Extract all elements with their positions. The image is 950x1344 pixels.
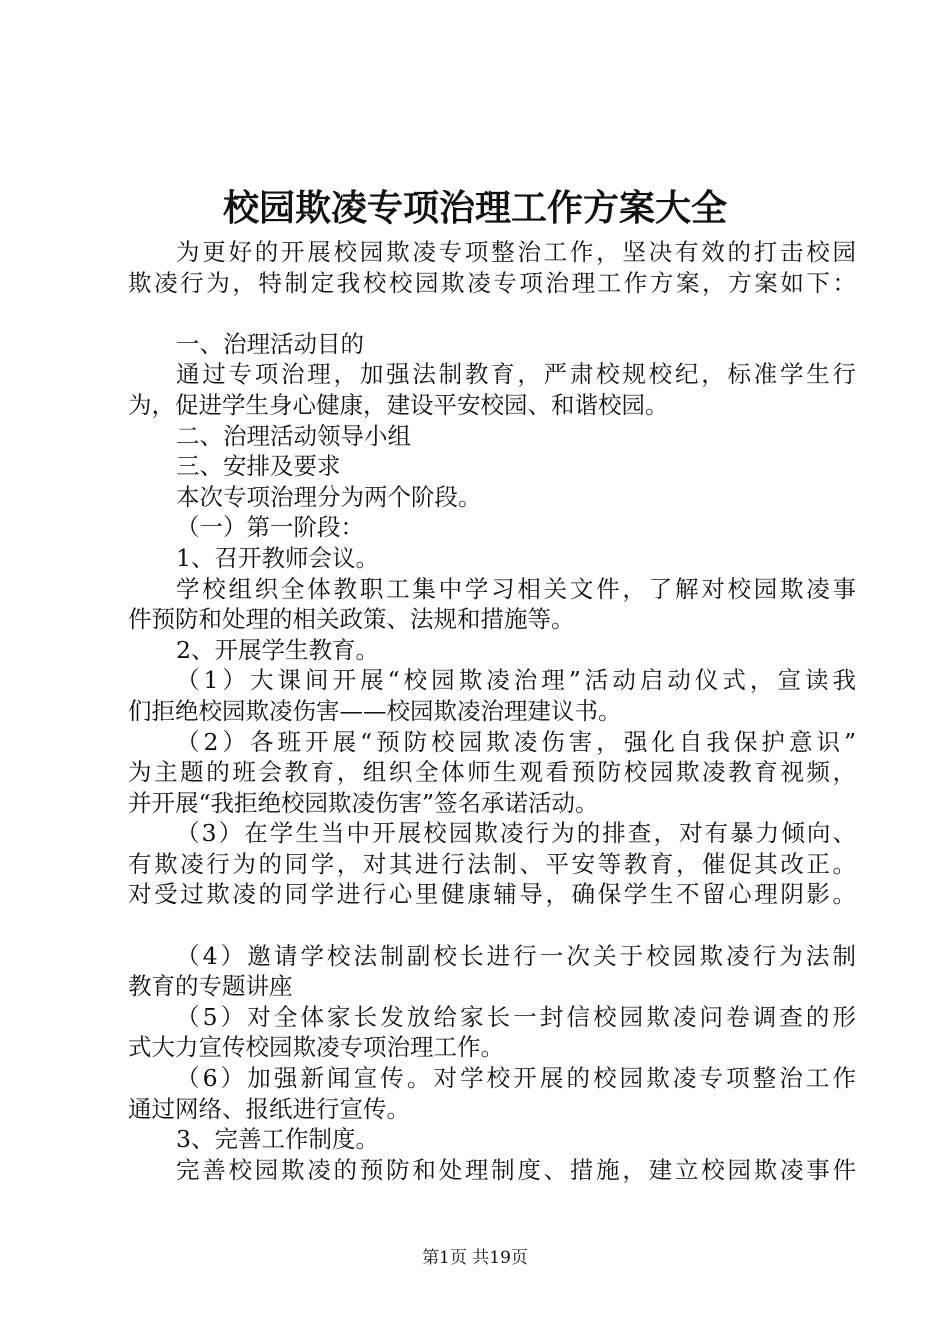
- text-line: 完善校园欺凌的预防和处理制度、措施，建立校园欺凌事件: [176, 1155, 856, 1184]
- text-line: 为更好的开展校园欺凌专项整治工作，坚决有效的打击校园: [176, 238, 856, 266]
- text-line: 一、治理活动目的: [176, 329, 364, 358]
- document-body: [128, 237, 856, 1185]
- text-line: 有欺凌行为的同学，对其进行法制、平安等教育，催促其改正。: [128, 849, 856, 878]
- text-line: 三、安排及要求: [176, 452, 341, 481]
- text-line: 3、完善工作制度。: [176, 1125, 379, 1154]
- text-line: 1、召开教师会议。: [176, 543, 379, 572]
- document-title: 校园欺凌专项治理工作方案大全: [222, 187, 727, 229]
- text-line: 教育的专题讲座: [128, 972, 293, 1001]
- text-line: （3）在学生当中开展校园欺凌行为的排查，对有暴力倾向、: [176, 819, 856, 848]
- text-line: 为，促进学生身心健康，建设平安校园、和谐校园。: [128, 390, 669, 419]
- text-line: 式大力宣传校园欺凌专项治理工作。: [128, 1033, 504, 1062]
- text-line: （6）加强新闻宣传。对学校开展的校园欺凌专项整治工作: [176, 1064, 856, 1093]
- text-line: 件预防和处理的相关政策、法规和措施等。: [128, 605, 575, 634]
- text-line: 为主题的班会教育，组织全体师生观看预防校园欺凌教育视频，: [128, 758, 856, 787]
- text-line: 欺凌行为，特制定我校校园欺凌专项治理工作方案，方案如下：: [128, 268, 856, 297]
- text-line: （一）第一阶段：: [176, 513, 364, 542]
- text-line: （2）各班开展“预防校园欺凌伤害，强化自我保护意识”: [176, 727, 856, 756]
- text-line: 通过网络、报纸进行宣传。: [128, 1094, 410, 1123]
- text-line: 学校组织全体教职工集中学习相关文件，了解对校园欺凌事: [176, 574, 856, 603]
- text-line: 对受过欺凌的同学进行心里健康辅导，确保学生不留心理阴影。: [128, 880, 856, 909]
- text-line: （4）邀请学校法制副校长进行一次关于校园欺凌行为法制: [176, 941, 856, 970]
- text-line: 并开展“我拒绝校园欺凌伤害”签名承诺活动。: [128, 788, 599, 817]
- text-line: （1）大课间开展“校园欺凌治理”活动启动仪式，宣读我: [176, 666, 856, 695]
- text-line: （5）对全体家长发放给家长一封信校园欺凌问卷调查的形: [176, 1002, 856, 1031]
- text-line: 2、开展学生教育。: [176, 635, 379, 664]
- text-line: 们拒绝校园欺凌伤害——校园欺凌治理建议书。: [128, 696, 622, 725]
- text-line: 通过专项治理，加强法制教育，严肃校规校纪，标准学生行: [176, 360, 856, 389]
- text-line: 本次专项治理分为两个阶段。: [176, 482, 482, 511]
- page-footer: 第1页 共19页: [422, 1248, 528, 1268]
- text-line: 二、治理活动领导小组: [176, 421, 411, 450]
- blank-line: [128, 910, 856, 941]
- blank-line: [128, 298, 856, 329]
